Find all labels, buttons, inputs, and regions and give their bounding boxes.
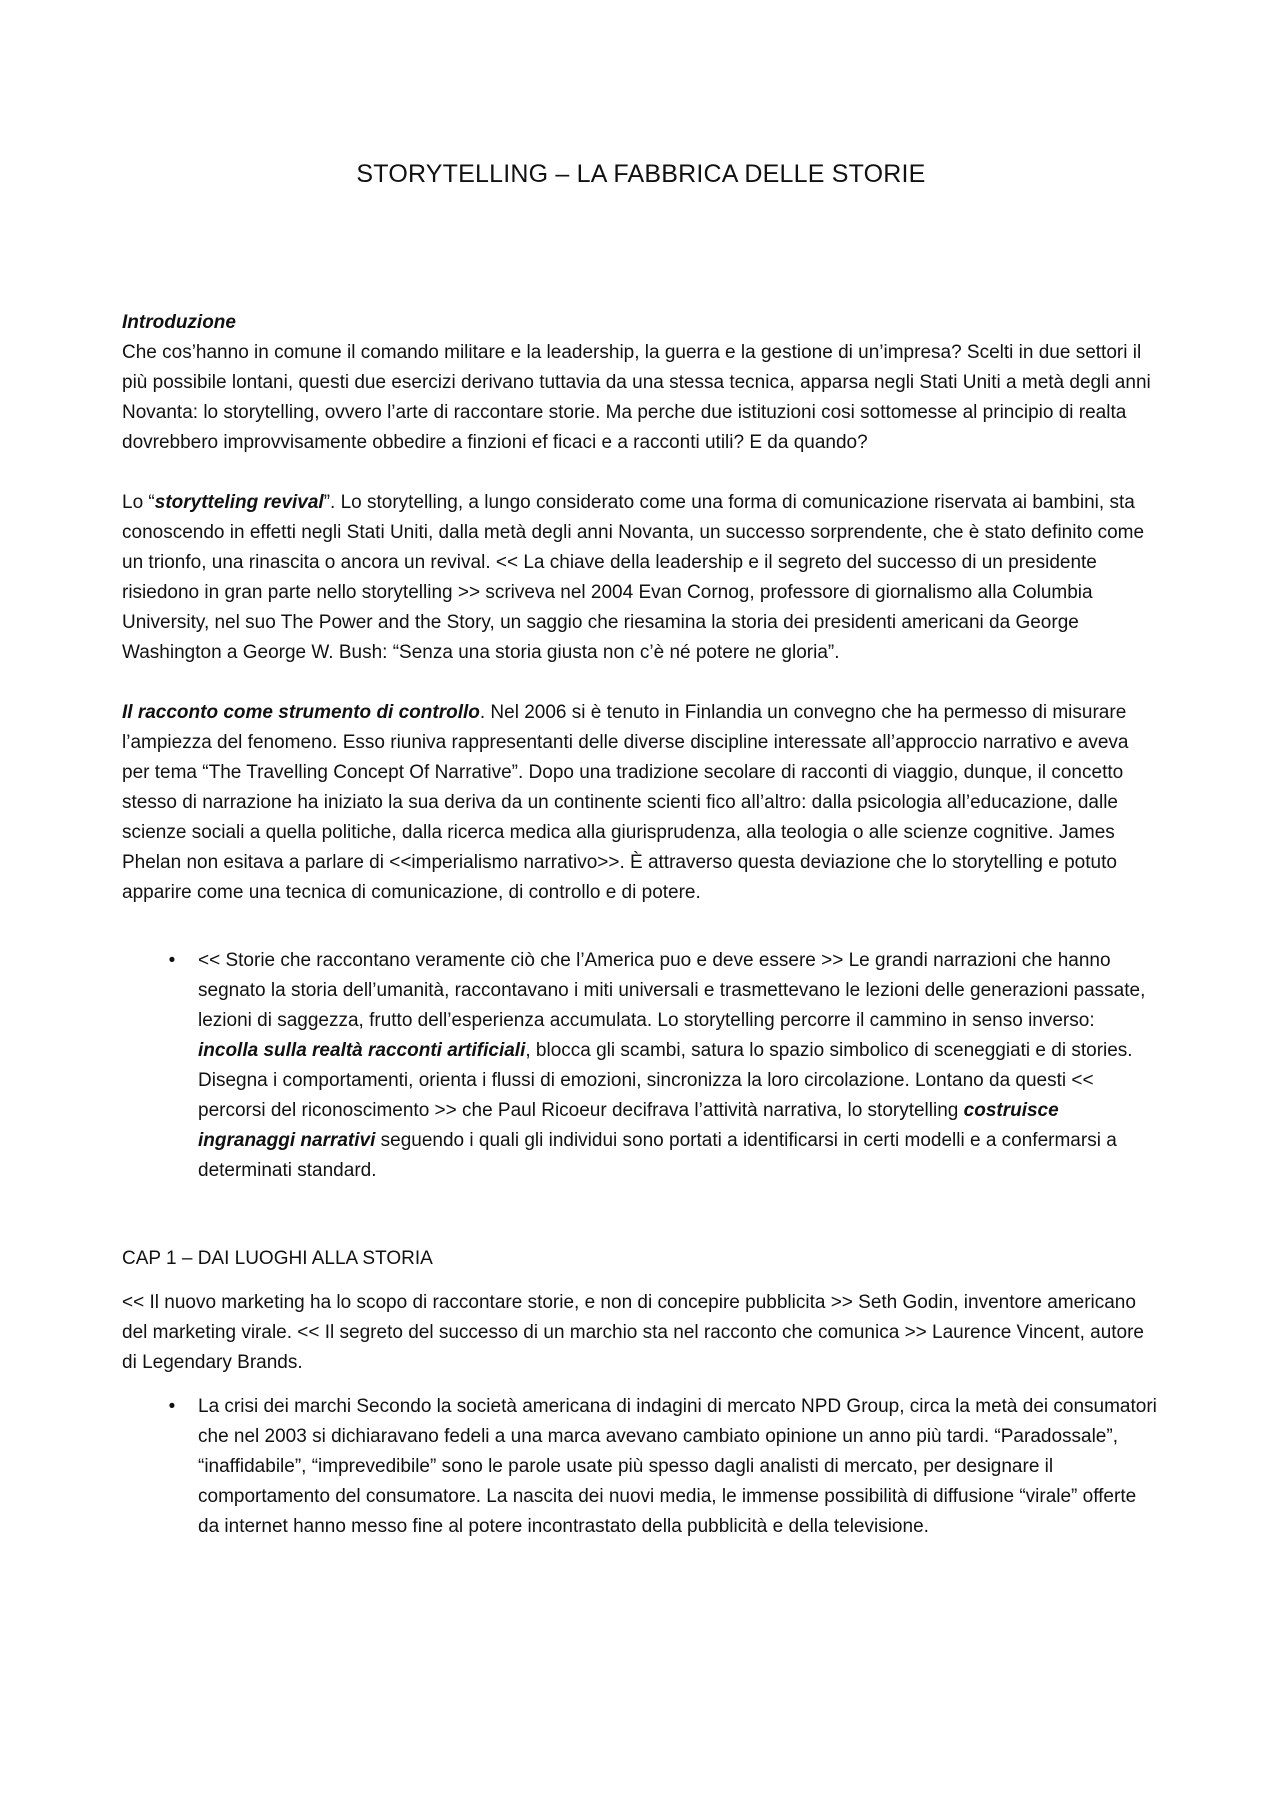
- bullet-icon: •: [168, 1396, 176, 1417]
- list-item: [122, 946, 1160, 1186]
- controllo-bold-term: Il racconto come strumento di controllo: [122, 702, 480, 723]
- bullet-text-part1: << Storie che raccontano veramente ciò che l’America puo e deve essere >> Le grandi narrazioni che hanno segnato la storia dell’umanità, raccontavano i miti universali e trasmettevano le lezioni delle generazioni passate, lezioni di saggezza, frutto dell’esperienza accumulata. Lo storytelling percorre il cammino in senso inverso:: [198, 950, 1146, 1031]
- revival-paragraph: [122, 488, 1160, 668]
- revival-bold-term: storytteling revival: [154, 492, 324, 513]
- list-item: [122, 1392, 1160, 1542]
- revival-lead-end: ”: [323, 492, 331, 513]
- bullet-text-part3: seguendo i quali gli individui sono portati a identificarsi in certi modelli e a confermarsi a determinati standard.: [198, 1130, 1117, 1181]
- revival-lead: Lo “: [122, 492, 155, 513]
- bullet-text: La crisi dei marchi Secondo la società americana di indagini di mercato NPD Group, circa la metà dei consumatori che nel 2003 si dichiaravano fedeli a una marca avevano cambiato opinione un anno più tardi. “Paradossale”, “inaffidabile”, “imprevedibile” sono le parole usate più spesso dagli analisti di mercato, per designare il comportamento del consumatore. La nascita dei nuovi media, le immense possibilità di diffusione “virale” offerte da internet hanno messo fine al potere incontrastato della pubblicità e della televisione.: [198, 1396, 1157, 1537]
- controllo-paragraph: [122, 698, 1160, 908]
- bullet-bold-1: incolla sulla realtà racconti artificiali: [198, 1040, 526, 1061]
- bullet-text-part2: , blocca gli scambi, satura lo spazio simbolico di sceneggiati e di stories. Disegna i comportamenti, orienta i flussi di emozioni, sincronizza la loro circolazione. Lontano da questi << percorsi del riconoscimento >> che Paul Ricoeur decifrava l’attività narrativa, lo storytelling: [198, 1040, 1133, 1121]
- revival-text: . Lo storytelling, a lungo considerato come una forma di comunicazione riservata ai bambini, sta conoscendo in effetti negli Stati Uniti, dalla metà degli anni Novanta, un successo sorprendente, che è stato definito come un trionfo, una rinascita o ancora un revival. << La chiave della leadership e il segreto del successo di un presidente risiedono in gran parte nello storytelling >> scriveva nel 2004 Evan Cornog, professore di giornalismo alla Columbia University, nel suo The Power and the Story, un saggio che riesamina la storia dei presidenti americani da George Washington a George W. Bush: “Senza una storia giusta non c’è né potere ne gloria”.: [122, 492, 1145, 663]
- controllo-text: . Nel 2006 si è tenuto in Finlandia un convegno che ha permesso di misurare l’ampiezza del fenomeno. Esso riuniva rappresentanti delle diverse discipline interessate all’approccio narrativo e aveva per tema “The Travelling Concept Of Narrative”. Dopo una tradizione secolare di racconti di viaggio, dunque, il concetto stesso di narrazione ha iniziato la sua deriva da un continente scienti fico all’altro: dalla psicologia all’educazione, dalle scienze sociali a quella politiche, dalla ricerca medica alla giurisprudenza, alla teologia o alle scienze cognitive. James Phelan non esitava a parlare di <<imperialismo narrativo>>. È attraverso questa deviazione che lo storytelling e potuto apparire come una tecnica di comunicazione, di controllo e di potere.: [122, 702, 1129, 903]
- document-title: STORYTELLING – LA FABBRICA DELLE STORIE: [356, 160, 926, 188]
- intro-paragraph: Che cos’hanno in comune il comando militare e la leadership, la guerra e la gestione di un’impresa? Scelti in due settori il più possibile lontani, questi due esercizi derivano tuttavia da una stessa tecnica, apparsa negli Stati Uniti a metà degli anni Novanta: lo storytelling, ovvero l’arte di raccontare storie. Ma perche due istituzioni cosi sottomesse al principio di realta dovrebbero improvvisamente obbedire a finzioni ef ficaci e a racconti utili? E da quando?: [122, 342, 1151, 453]
- bullet-list-cap1: [122, 1392, 1160, 1542]
- chapter-intro-paragraph: << Il nuovo marketing ha lo scopo di raccontare storie, e non di concepire pubblicita >> Seth Godin, inventore americano del marketing virale. << Il segreto del successo di un marchio sta nel racconto che comunica >> Laurence Vincent, autore di Legendary Brands.: [122, 1292, 1145, 1373]
- intro-heading: Introduzione: [122, 312, 236, 333]
- bullet-list-storie: [122, 946, 1160, 1186]
- chapter-heading: CAP 1 – DAI LUOGHI ALLA STORIA: [122, 1248, 433, 1269]
- bullet-bold-2: costruisce ingranaggi narrativi: [198, 1100, 1059, 1151]
- bullet-icon: •: [168, 950, 176, 971]
